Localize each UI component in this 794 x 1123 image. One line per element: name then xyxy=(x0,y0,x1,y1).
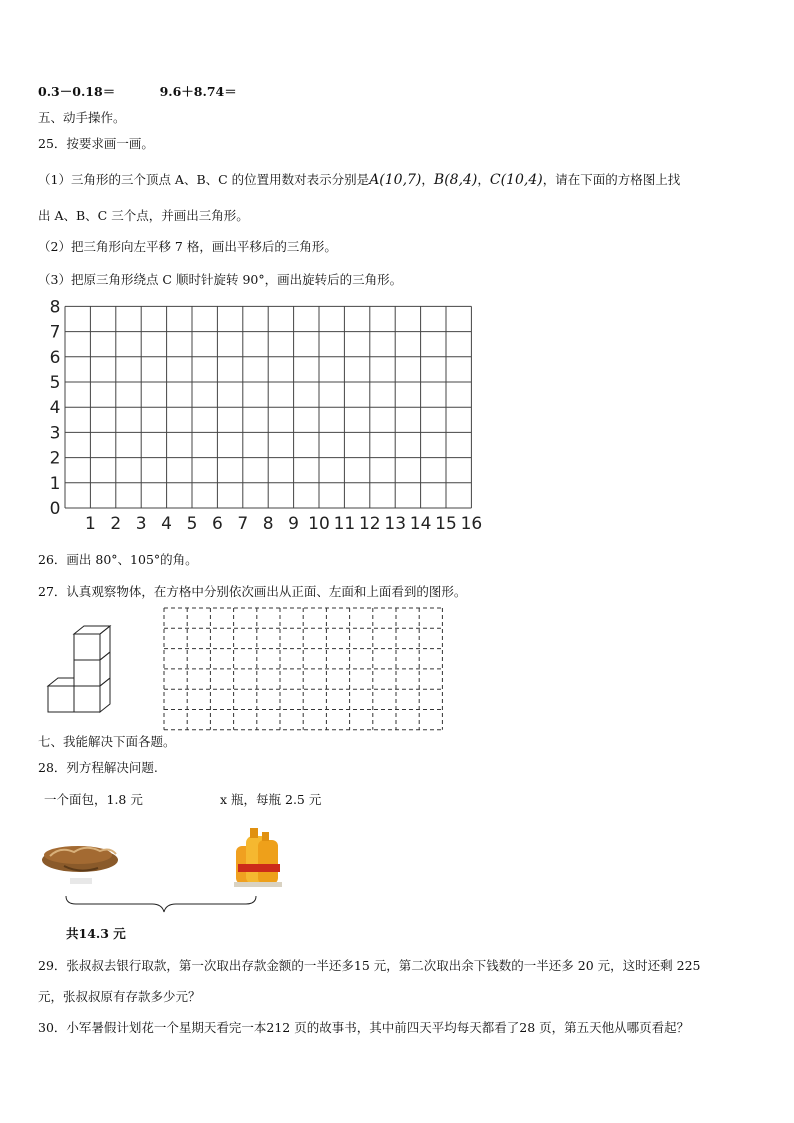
grid-y-label: 7 xyxy=(49,322,61,343)
grid-x-labels xyxy=(85,514,482,534)
grid-y-label: 0 xyxy=(49,499,61,519)
dashed-drawing-grid[interactable] xyxy=(158,604,458,734)
grid-x-label: 7 xyxy=(237,514,249,534)
coordinate-grid[interactable] xyxy=(0,290,794,550)
juice-bottles-image xyxy=(234,828,282,887)
calc-expr-1: 0.3－0.18＝ xyxy=(38,84,116,99)
grid-x-label: 5 xyxy=(186,514,198,534)
q25-part3: （3）把原三角形绕点 C 顺时针旋转 90°，画出旋转后的三角形。 xyxy=(38,272,403,287)
grid-x-label: 15 xyxy=(435,514,457,534)
grid-x-label: 2 xyxy=(110,514,122,534)
q25-title: 25．按要求画一画。 xyxy=(38,136,154,151)
grid-y-label: 8 xyxy=(49,297,61,318)
section-5-heading: 五、动手操作。 xyxy=(38,110,126,125)
bread-image xyxy=(42,846,118,884)
bottle-label: x 瓶，每瓶 2.5 元 xyxy=(220,792,322,807)
q27: 27．认真观察物体，在方格中分别依次画出从正面、左面和上面看到的图形。 xyxy=(38,584,467,599)
grid-x-label: 10 xyxy=(308,514,330,534)
grid-lines xyxy=(65,306,471,508)
grid-y-label: 4 xyxy=(49,398,61,419)
q26: 26．画出 80°、105°的角。 xyxy=(38,552,198,567)
grid-y-labels xyxy=(50,297,61,519)
point-a: A(10,7) xyxy=(369,172,422,188)
grid-y-label: 3 xyxy=(49,423,61,444)
grid-x-label: 3 xyxy=(135,514,147,534)
grid-x-label: 14 xyxy=(409,514,432,534)
section-7-heading: 七、我能解决下面各题。 xyxy=(38,734,176,749)
q25-part1-line2: 出 A、B、C 三个点，并画出三角形。 xyxy=(38,208,249,223)
total-brace xyxy=(66,896,256,912)
cube-stack-figure xyxy=(44,622,124,732)
grid-x-label: 9 xyxy=(288,514,300,534)
total-label: 共14.3 元 xyxy=(66,926,126,941)
grid-x-label: 12 xyxy=(358,514,381,534)
q30: 30．小军暑假计划花一个星期天看完一本212 页的故事书，其中前四天平均每天都看了28 页，第五天他从哪页看起？ xyxy=(38,1020,690,1035)
q28-title: 28．列方程解决问题. xyxy=(38,760,158,775)
calc-expr-2: 9.6＋8.74＝ xyxy=(159,84,237,99)
bread-label: 一个面包，1.8 元 xyxy=(44,792,143,807)
q25-part1-suffix: ，请在下面的方格图上找 xyxy=(542,172,681,187)
q25-part2: （2）把三角形向左平移 7 格，画出平移后的三角形。 xyxy=(38,239,337,254)
grid-y-label: 2 xyxy=(49,448,61,469)
grid-y-label: 5 xyxy=(49,373,61,393)
grid-x-label: 4 xyxy=(161,514,173,534)
dashed-grid-lines xyxy=(164,608,442,730)
purchase-illustration xyxy=(40,818,340,918)
q25-part1-prefix: （1）三角形的三个顶点 A、B、C 的位置用数对表示分别是 xyxy=(38,172,370,187)
point-b: B(8,4) xyxy=(433,172,478,188)
grid-x-label: 16 xyxy=(460,514,483,534)
grid-x-label: 13 xyxy=(384,514,407,534)
q25-part1: （1）三角形的三个顶点 A、B、C 的位置用数对表示分别是A(10,7)，B(8,4)，C(10,4)，请在下面的方格图上找 xyxy=(38,172,681,188)
grid-y-label: 6 xyxy=(49,347,61,368)
point-c: C(10,4) xyxy=(489,172,543,188)
calc-line xyxy=(38,84,237,100)
grid-x-label: 8 xyxy=(262,514,274,534)
grid-y-label: 1 xyxy=(49,473,61,494)
q29-line1: 29．张叔叔去银行取款，第一次取出存款金额的一半还多15 元，第二次取出余下钱数的一半还多 20 元，这时还剩 225 xyxy=(38,958,701,973)
grid-x-label: 1 xyxy=(84,514,96,534)
q29-line2: 元，张叔叔原有存款多少元？ xyxy=(38,989,201,1004)
grid-x-label: 11 xyxy=(333,514,356,534)
grid-x-label: 6 xyxy=(211,514,223,534)
